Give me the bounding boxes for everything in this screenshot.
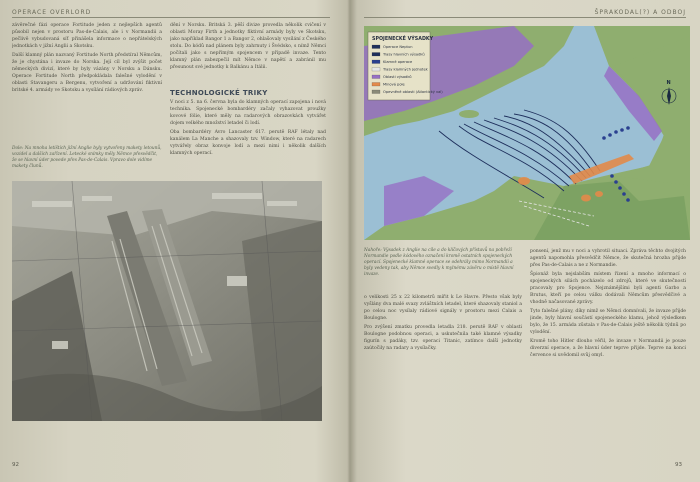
legend-item-label: Oblasti výsadků	[383, 75, 412, 79]
decoy-dot	[622, 192, 626, 196]
paragraph: Oba bombardéry Avro Lancaster 617. perutě RAF létaly nad kanálem La Manche a shazovaly tzv. Window, které na radarech vytvářely obraz konvoje lodí a mezi nimi i několik dalších klamných operací.	[170, 130, 326, 156]
legend-item-label: Trasy klamných jednotek	[383, 67, 428, 72]
left-page	[0, 0, 345, 482]
running-head-right: ŠPRAKODAL(?) A ODBOJ	[594, 9, 686, 16]
paragraph: Špionáž byla nejslabším místem řízení a mnoho informací o spojeneckých silách pocházelo od zdrojů, které ve skutečnosti pracovaly pro Spojence. Nejznámějšími byli agenti Garbo a Brutus, kteří po celou válku dodávali Němcům přesvědčivé a vhodně načasované zprávy.	[530, 272, 686, 305]
decoy-dot	[610, 174, 614, 178]
legend-item-label: Minová pole	[383, 82, 405, 87]
right-column-1	[364, 294, 522, 454]
map-svg	[364, 26, 690, 240]
right-page	[352, 0, 700, 482]
paragraph: ponsení, jenž mu v noci a vyhrotil situaci. Zpráva těchto dvojitých agentů napomohla přesvědčit Němce, že skutečná hrozba přijde přes Pas-de-Calais a ne z Normandie.	[530, 249, 686, 268]
header-rule-left	[12, 17, 330, 18]
paragraph: o velikosti 25 x 22 kilometrů mířit k Le Havre. Přesto však byly vyšlány dva malé svazy zvláštních letadel, které shazovaly staniol a po celou noc vysílaly rádiové signály v prostoru mezi Calais a Boulogne.	[364, 295, 522, 321]
decoy-dot	[608, 133, 612, 137]
section-heading: TECHNOLOGICKÉ TRIKY	[170, 89, 268, 97]
minefield-zone	[581, 195, 591, 202]
page-number-left: 92	[12, 462, 19, 468]
decoy-dot	[614, 180, 618, 184]
aerial-photo-image	[12, 181, 322, 421]
photo-caption: Dole: Na mnoha letištích jižní Anglie byly vytvořeny makety letounů, vozidel a dalších zařízení. Letecké snímky měly Němce přesvědčit, že se hlavní úder povede přes Pas-de-Calais. Vpravo dole vidíme makety člunů.	[12, 146, 162, 169]
legend-item-label: Trasy hlavních výsadků	[383, 52, 425, 57]
legend-swatch	[372, 60, 380, 64]
paragraph: Pro zvýšení zmatku provedla letadla 218. perutě RAF v oblasti Boulogne podobnou operaci, a uskutečnila také klamné výsadky figurín s padáky, tzv. operaci Titanic, zatímco další jednotky zaútočily na radary a vysílačky.	[364, 325, 522, 351]
paragraph: Další klamný plán nazvaný Fortitude North předstíral Němcům, že je chystána i invaze do Norska. Její cíl byl zvýšit počet německých divizí, které by byly vázány v Norsku a Dánsku. Operace Fortitude North předpokládala falešné vylodění v oblasti Stavangeru a Bergenu, vytvoření a udržování fiktivní britské 4. armády ve Skotsku a vysílání rádiových zpráv.	[12, 53, 162, 93]
right-column-2	[530, 248, 686, 454]
decoy-dot	[620, 128, 624, 132]
legend-swatch	[372, 68, 380, 72]
legend-swatch	[372, 90, 380, 94]
decoy-dot	[618, 186, 622, 190]
legend-item-label: Operace Neptun	[383, 45, 413, 49]
paragraph: Tyto falešné plány, díky nimž se Němci domnívali, že invaze přijde jinde, byly hlavní součástí spojeneckého klamu, jehož výsledkem bylo, že 15. armáda zůstala v Pas-de-Calais ještě několik týdnů po vylodění.	[530, 309, 686, 335]
decoy-dot	[626, 198, 630, 202]
minefield-zone	[518, 177, 530, 185]
left-column-2-top	[170, 22, 326, 82]
header-rule-right	[364, 17, 686, 18]
left-column-2-bottom	[170, 99, 326, 177]
paragraph: Kromě toho Hitler dlouho věřil, že invaze v Normandii je pouze diverzní operace, a že hlavní úder teprve přijde. Teprve na konci července si uvědomil svůj omyl.	[530, 339, 686, 358]
legend-swatch	[372, 83, 380, 87]
decoy-dot	[602, 136, 606, 140]
page-number-right: 93	[675, 462, 682, 468]
paragraph: V noci z 5. na 6. června byla do klamných operací zapojena i nová technika. Spojenecké bombardéry začaly vyhazovat proužky kovové fólie, které měly na radarových obrazovkách vytvářet dojem velkého množství letadel či lodí.	[170, 100, 326, 126]
decoy-dot	[626, 126, 630, 130]
compass-north-label: N	[666, 80, 671, 86]
map-legend-title: SPOJENECKÉ VÝSADKY	[372, 37, 434, 42]
legend-item-label: Opevněné oblasti (Atlantický val)	[383, 90, 443, 94]
paragraph: závěrečné fázi operace Fortitude jeden z nejlepších agentů působil nejen v prostoru Pas-de-Calais, ale i v Normandii a pečlivě vybudovaná síť přinášela informace o nepřátelských jednotkách v jižní Anglii a Skotsku.	[12, 23, 162, 49]
map-caption: Nahoře: Výsadek z Anglie na cíle a do klíčových přístavů na pobřeží Normandie podle kódového označení kromě ostatních spojeneckých operací. Spojenecké klamné operace se odehrály mimo Normandii a byly vedeny tak, aby Němce svedly k mylnému závěru o místě hlavní invaze.	[364, 248, 514, 277]
legend-swatch	[372, 75, 380, 79]
paragraph: dění v Norsku. Britská 3. pěší divize provedla několik cvičení v oblasti Moray Firth a jednotky fiktivní armády byly ve Skotsku, jako například Bangor 1 a Bangor 2, ohlašovaly vysílání z Českého stolu. Do kódů nad plánem byly zahrnuty i Švédsko, s nímž Němci počítali jako s nepřímým spojencem v případě invaze. Tento klamný plán zabezpečil mít Němce v napětí a zabránil mu přesunout své jednotky k Balkánu a Itálii.	[170, 23, 326, 70]
legend-item-label: Klamné operace	[383, 60, 413, 64]
running-head-left: OPERACE OVERLORD	[12, 9, 92, 16]
left-column-1	[12, 22, 162, 140]
aerial-photo	[12, 181, 322, 421]
invasion-map	[364, 26, 690, 240]
minefield-zone	[595, 191, 603, 197]
decoy-dot	[614, 130, 618, 134]
legend-swatch	[372, 45, 380, 49]
legend-swatch	[372, 53, 380, 57]
